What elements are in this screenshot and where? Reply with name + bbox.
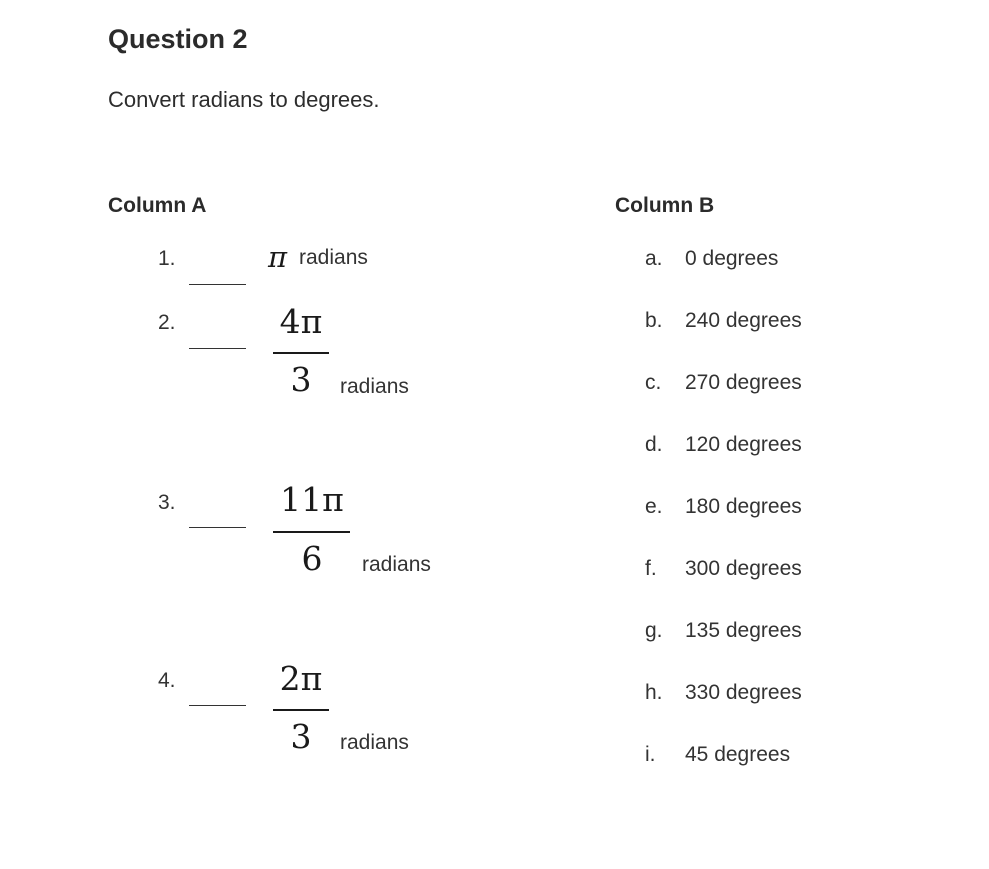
unit-label: radians bbox=[362, 553, 431, 576]
fraction-numerator: 11π bbox=[280, 480, 344, 519]
answer-blank[interactable] bbox=[189, 527, 246, 528]
option-letter: b. bbox=[645, 309, 663, 332]
fraction-numerator: 4π bbox=[279, 302, 323, 341]
option-text: 120 degrees bbox=[685, 433, 802, 456]
option-letter: d. bbox=[645, 433, 663, 456]
item-number: 3. bbox=[158, 491, 176, 514]
option-text: 0 degrees bbox=[685, 247, 779, 270]
column-b-header: Column B bbox=[615, 194, 715, 217]
unit-label: radians bbox=[340, 731, 409, 754]
option-letter: f. bbox=[645, 557, 657, 580]
unit-label: radians bbox=[299, 246, 368, 269]
option-text: 330 degrees bbox=[685, 681, 802, 704]
option-letter: g. bbox=[645, 619, 663, 642]
answer-blank[interactable] bbox=[189, 284, 246, 285]
option-letter: c. bbox=[645, 371, 662, 394]
unit-label: radians bbox=[340, 375, 409, 398]
instruction-text: Convert radians to degrees. bbox=[108, 87, 380, 112]
fraction-bar bbox=[273, 709, 329, 711]
question-title: Question 2 bbox=[108, 24, 248, 54]
item-number: 1. bbox=[158, 247, 176, 270]
fraction-bar bbox=[273, 531, 350, 533]
option-text: 270 degrees bbox=[685, 371, 802, 394]
column-a-header: Column A bbox=[108, 194, 207, 217]
option-letter: i. bbox=[645, 743, 656, 766]
fraction-denominator: 3 bbox=[290, 717, 312, 756]
option-text: 135 degrees bbox=[685, 619, 802, 642]
item-number: 2. bbox=[158, 311, 176, 334]
item-number: 4. bbox=[158, 669, 176, 692]
option-text: 300 degrees bbox=[685, 557, 802, 580]
option-letter: h. bbox=[645, 681, 663, 704]
option-text: 180 degrees bbox=[685, 495, 802, 518]
option-text: 240 degrees bbox=[685, 309, 802, 332]
option-text: 45 degrees bbox=[685, 743, 791, 766]
option-letter: a. bbox=[645, 247, 663, 270]
fraction-denominator: 3 bbox=[290, 360, 312, 399]
option-letter: e. bbox=[645, 495, 663, 518]
answer-blank[interactable] bbox=[189, 348, 246, 349]
pi-symbol: π bbox=[268, 240, 288, 274]
fraction-denominator: 6 bbox=[301, 539, 323, 578]
fraction-numerator: 2π bbox=[279, 659, 323, 698]
fraction-bar bbox=[273, 352, 329, 354]
answer-blank[interactable] bbox=[189, 705, 246, 706]
